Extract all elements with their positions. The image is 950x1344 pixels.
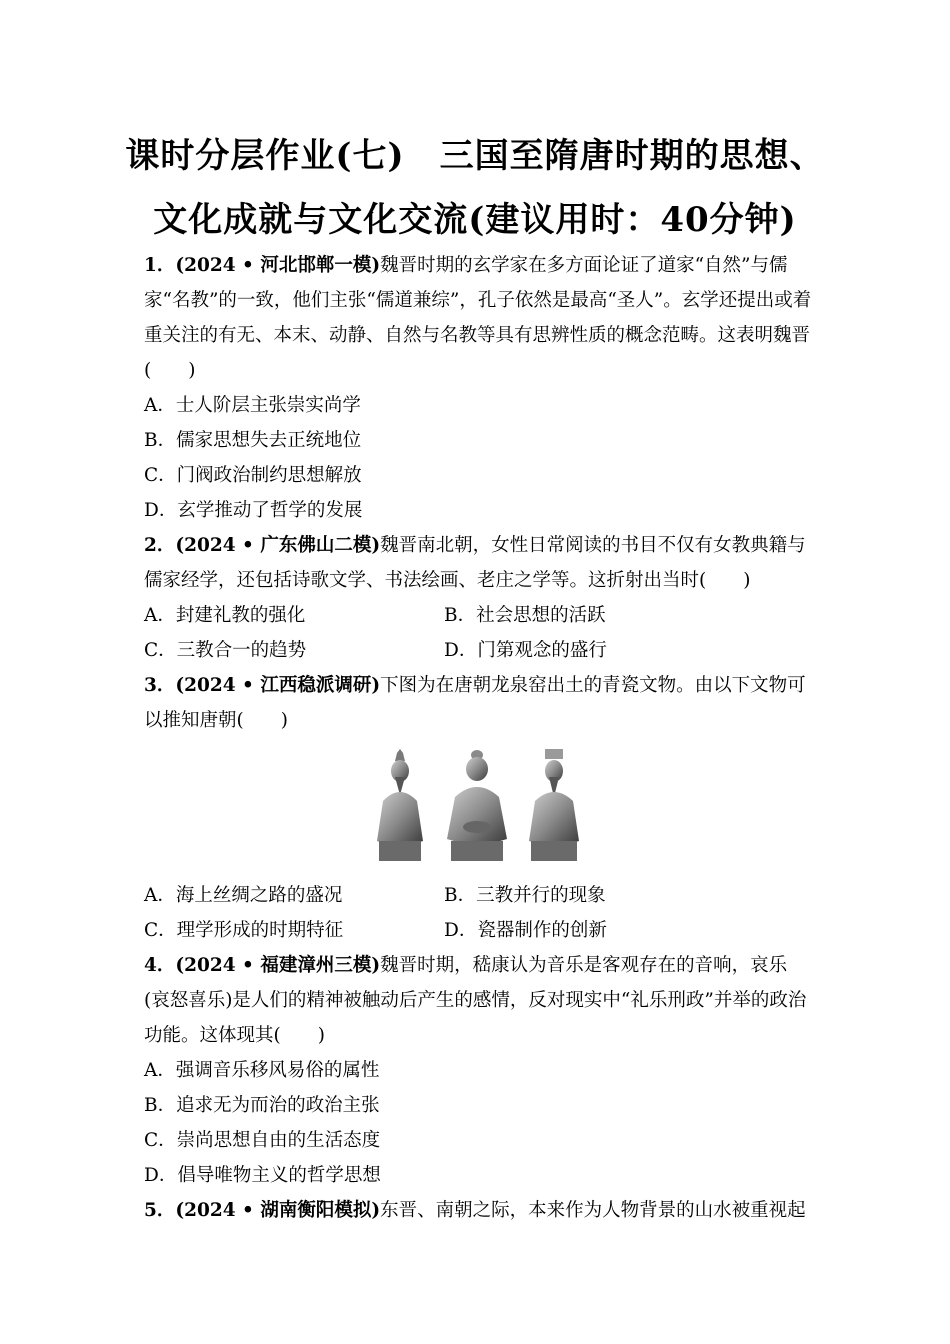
question-1 [144,248,812,528]
option-a[interactable]: A．海上丝绸之路的盛况 [144,885,343,906]
option-label: C．崇尚思想自由的生活态度 [144,1130,381,1151]
page-title-line-1: 课时分层作业(七) 三国至隋唐时期的思想、 [125,136,825,176]
question-stem: 魏晋时期，嵇康认为音乐是客观存在的音响，哀乐(哀怒喜乐)是人们的精神被触动后产生的感情，反对现实中“礼乐刑政”并举的政治功能。这体现其( ) [144,955,807,1046]
question-list [144,248,812,1228]
option-row [144,913,812,948]
option-c[interactable] [144,458,812,493]
option-label: D．倡导唯物主义的哲学思想 [144,1165,381,1186]
celadon-figurines-image [144,742,812,872]
question-source: (2024 • 广东佛山二模) [175,535,381,556]
option-c[interactable]: C．三教合一的趋势 [144,640,307,661]
option-d[interactable] [144,1158,812,1193]
option-row [144,878,812,913]
question-4 [144,948,812,1193]
option-d[interactable]: D．门第观念的盛行 [444,640,607,661]
question-source: (2024 • 湖南衡阳模拟) [175,1200,381,1221]
page-title-line-2: 文化成就与文化交流(建议用时：40分钟) [153,200,797,240]
option-label: B．儒家思想失去正统地位 [144,430,362,451]
question-2 [144,528,812,668]
figure-taoist [377,749,423,861]
question-stem: 魏晋南北朝，女性日常阅读的书目不仅有女教典籍与儒家经学，还包括诗歌文学、书法绘画、老庄之学等。这折射出当时( ) [144,535,806,591]
option-b[interactable]: B．三教并行的现象 [444,885,606,906]
question-number: 3． [144,675,176,696]
option-label: C．门阀政治制约思想解放 [144,465,362,486]
option-label: D．玄学推动了哲学的发展 [144,500,363,521]
option-b[interactable] [144,423,812,458]
three-seated-figures-illustration [373,749,583,865]
question-2-stem-block [144,528,812,598]
option-d[interactable]: D．瓷器制作的创新 [444,920,607,941]
question-3 [144,668,812,948]
option-a[interactable] [144,388,812,423]
option-c[interactable] [144,1123,812,1158]
figure-buddha [447,750,507,861]
option-label: A．强调音乐移风易俗的属性 [144,1060,380,1081]
question-number: 2． [144,535,176,556]
option-d[interactable] [144,493,812,528]
question-number: 1． [144,255,176,276]
option-a[interactable] [144,1053,812,1088]
question-source: (2024 • 福建漳州三模) [175,955,381,976]
question-number: 4． [144,955,176,976]
option-row [144,633,812,668]
question-source: (2024 • 河北邯郸一模) [175,255,381,276]
question-5-stem-block [144,1193,812,1228]
question-4-stem-block [144,948,812,1053]
question-5 [144,1193,812,1228]
question-number: 5． [144,1200,176,1221]
option-b[interactable] [144,1088,812,1123]
question-1-stem-block [144,248,812,388]
option-label: A．士人阶层主张崇实尚学 [144,395,361,416]
question-stem: 东晋、南朝之际，本来作为人物背景的山水被重视起 [380,1200,806,1221]
option-label: B．追求无为而治的政治主张 [144,1095,380,1116]
question-source: (2024 • 江西稳派调研) [175,675,381,696]
question-stem: 魏晋时期的玄学家在多方面论证了道家“自然”与儒家“名教”的一致，他们主张“儒道兼综”，孔子依然是最高“圣人”。玄学还提出或着重关注的有无、本末、动静、自然与名教等具有思辨性质的概念范畴。这表明魏晋( ) [144,255,812,381]
question-3-stem-block [144,668,812,738]
figure-confucian [529,749,579,861]
option-c[interactable]: C．理学形成的时期特征 [144,920,344,941]
option-row [144,598,812,633]
question-stem: 下图为在唐朝龙泉窑出土的青瓷文物。由以下文物可以推知唐朝( ) [144,675,806,731]
option-a[interactable]: A．封建礼教的强化 [144,605,306,626]
option-b[interactable]: B．社会思想的活跃 [444,605,606,626]
